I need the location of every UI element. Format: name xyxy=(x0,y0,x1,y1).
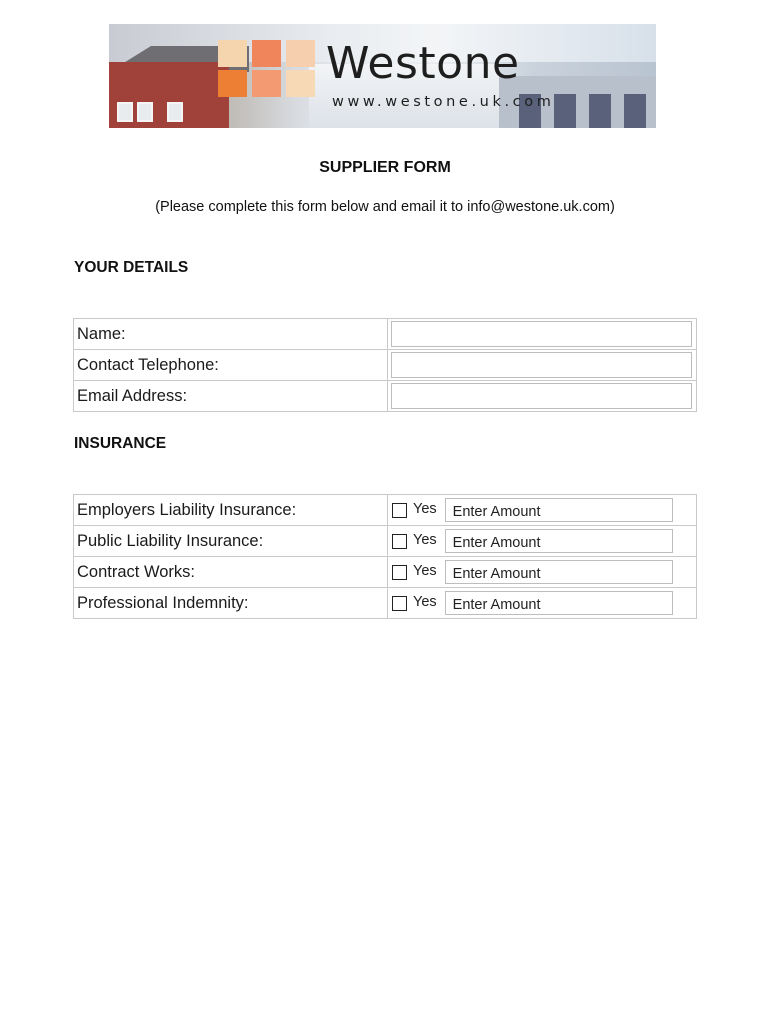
banner-window xyxy=(137,102,153,122)
employers-liability-cell xyxy=(388,495,697,526)
table-row xyxy=(74,350,697,381)
email-cell xyxy=(388,381,697,412)
your-details-table xyxy=(73,318,697,412)
table-row xyxy=(74,557,697,588)
public-liability-amount-field[interactable]: Enter Amount xyxy=(445,529,673,553)
insurance-heading: INSURANCE xyxy=(74,435,167,452)
employers-liability-label: Employers Liability Insurance: xyxy=(74,495,388,526)
brand-name: Westone xyxy=(326,38,520,89)
banner-window xyxy=(167,102,183,122)
logo-tiles xyxy=(218,38,316,98)
public-liability-yes-checkbox[interactable] xyxy=(392,534,407,549)
logo-tile xyxy=(286,40,315,67)
yes-label: Yes xyxy=(413,500,437,517)
form-subtitle: (Please complete this form below and email it to info@westone.uk.com) xyxy=(155,199,615,215)
name-field[interactable] xyxy=(391,321,692,347)
table-row xyxy=(74,526,697,557)
banner-window xyxy=(117,102,133,122)
contract-works-cell xyxy=(388,557,697,588)
logo-tile xyxy=(218,40,247,67)
telephone-cell xyxy=(388,350,697,381)
brand-url: www.westone.uk.com xyxy=(332,94,555,110)
professional-indemnity-amount-field[interactable]: Enter Amount xyxy=(445,591,673,615)
yes-label: Yes xyxy=(413,562,437,579)
logo-tile xyxy=(252,70,281,97)
name-label: Name: xyxy=(74,319,388,350)
table-row xyxy=(74,381,697,412)
contract-works-amount-field[interactable]: Enter Amount xyxy=(445,560,673,584)
professional-indemnity-cell xyxy=(388,588,697,619)
banner-building-bay xyxy=(624,94,646,128)
contract-works-yes-checkbox[interactable] xyxy=(392,565,407,580)
banner-building-bay xyxy=(554,94,576,128)
table-row xyxy=(74,319,697,350)
name-cell xyxy=(388,319,697,350)
table-row xyxy=(74,588,697,619)
public-liability-cell xyxy=(388,526,697,557)
table-row xyxy=(74,495,697,526)
telephone-label: Contact Telephone: xyxy=(74,350,388,381)
logo-tile xyxy=(218,70,247,97)
your-details-heading: YOUR DETAILS xyxy=(74,259,189,276)
professional-indemnity-label: Professional Indemnity: xyxy=(74,588,388,619)
yes-label: Yes xyxy=(413,531,437,548)
professional-indemnity-yes-checkbox[interactable] xyxy=(392,596,407,611)
banner-building-bay xyxy=(589,94,611,128)
employers-liability-amount-field[interactable]: Enter Amount xyxy=(445,498,673,522)
logo-tile xyxy=(252,40,281,67)
yes-label: Yes xyxy=(413,593,437,610)
contract-works-label: Contract Works: xyxy=(74,557,388,588)
email-label: Email Address: xyxy=(74,381,388,412)
email-field[interactable] xyxy=(391,383,692,409)
form-title: SUPPLIER FORM xyxy=(319,159,451,176)
header-banner xyxy=(109,24,656,128)
insurance-table xyxy=(73,494,697,619)
public-liability-label: Public Liability Insurance: xyxy=(74,526,388,557)
telephone-field[interactable] xyxy=(391,352,692,378)
employers-liability-yes-checkbox[interactable] xyxy=(392,503,407,518)
logo-tile xyxy=(286,70,315,97)
